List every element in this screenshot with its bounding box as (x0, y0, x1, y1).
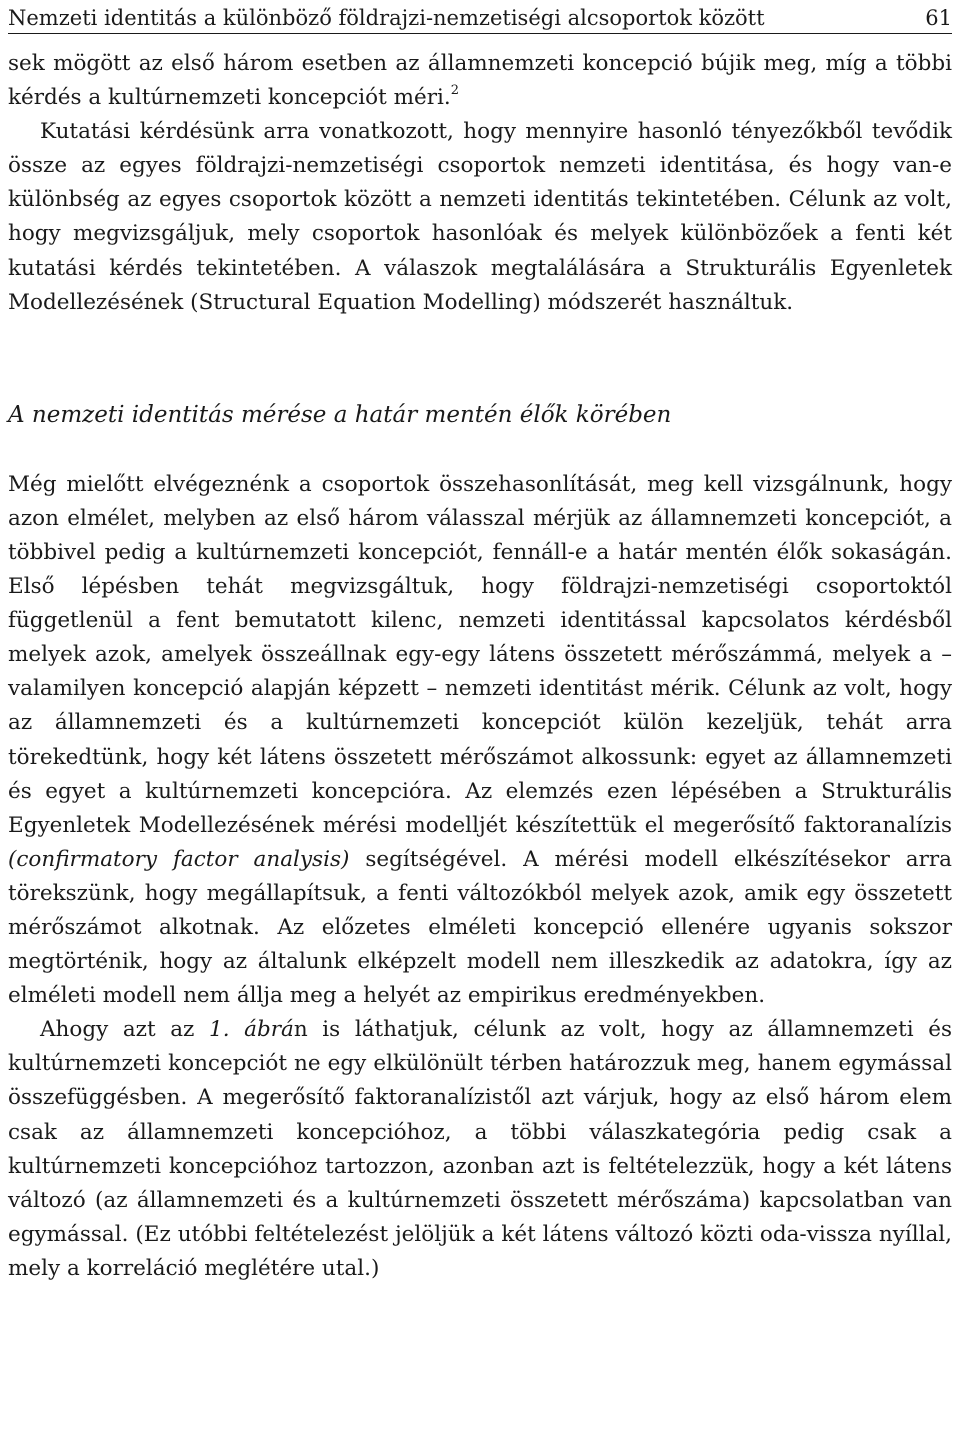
footnote-marker[interactable]: 2 (450, 83, 459, 99)
section-p1-text-b: segítségével. A mérési modell elkészítésekor arra törekszünk, hogy megállapítsuk, a fenti változókból melyek azok, amik egy összetett mérőszámot alkotnak. Az előzetes elméleti koncepció ellenére ugyanis sokszor megtörténik, hogy az általunk elképzelt modell nem illeszkedik az adatokra, így az elméleti modell nem állja meg a helyét az empirikus eredményekben. (8, 846, 952, 1009)
section-p1-text-a: Még mielőtt elvégeznénk a csoportok összehasonlítását, meg kell vizsgálnunk, hogy azon elmélet, melyben az első három válasszal mérjük az államnemzeti koncepciót, a többivel pedig a kultúrnemzeti koncepciót, fennáll-e a határ mentén élők sokaságán. Első lépésben tehát megvizsgáltuk, hogy földrajzi-nemzetiségi csoportoktól függetlenül a fent bemutatott kilenc, nemzeti identitással kapcsolatos kérdésből melyek azok, amelyek összeállnak egy-egy látens összetett mérőszámmá, melyek a – valamilyen koncepció alapján képzett – nemzeti identitást mérik. Célunk az volt, hogy az államnemzeti és a kultúrnemzeti koncepciót külön kezeljük, tehát arra törekedtünk, hogy két látens összetett mérőszámot alkossunk: egyet az államnemzeti és egyet a kultúrnemzeti koncepcióra. Az elemzés ezen lépésében a Strukturális Egyenletek Modellezésének mérési modelljét készítettük el megerősítő faktoranalízis (8, 471, 952, 838)
document-page (8, 0, 952, 1286)
section-body (8, 468, 952, 1286)
section-heading: A nemzeti identitás mérése a határ mentén élők körében (8, 401, 672, 428)
section-paragraph-1 (8, 468, 952, 1014)
section-p2-prefix: Ahogy azt az (40, 1017, 195, 1043)
section-p1-italic: (confirmatory factor analysis) (8, 846, 350, 872)
page-number: 61 (925, 6, 952, 30)
figure-reference[interactable]: 1. ábrá (209, 1017, 294, 1043)
intro-paragraph-2: Kutatási kérdésünk arra vonatkozott, hogy mennyire hasonló tényezőkből tevődik össze az egyes földrajzi-nemzetiségi csoportok nemzeti identitása, és hogy van-e különbség az egyes csoportok között a nemzeti identitás tekintetében. Célunk az volt, hogy megvizsgáljuk, mely csoportok hasonlóak és melyek különbözőek a fenti két kutatási kérdés tekintetében. A válaszok megtalálására a Strukturális Egyenletek Modellezésének (Structural Equation Modelling) módszerét használtuk. (8, 119, 952, 315)
running-header (8, 0, 952, 34)
section-p2-text: n is láthatjuk, célunk az volt, hogy az államnemzeti és kultúrnemzeti koncepciót ne egy elkülönült térben határozzuk meg, hanem egymással összefüggésben. A megerősítő faktoranalízistől azt várjuk, hogy az első három elem csak az államnemzeti koncepcióhoz, a többi válaszkategória pedig csak a kultúrnemzeti koncepcióhoz tartozzon, azonban azt is feltételezzük, hogy a két látens változó (az államnemzeti és a kultúrnemzeti összetett mérőszáma) kapcsolatban van egymással. (Ez utóbbi feltételezést jelöljük a két látens változó közti oda-vissza nyíllal, mely a korreláció meglétére utal.) (8, 1017, 952, 1281)
intro-paragraph-1 (8, 47, 952, 115)
running-title: Nemzeti identitás a különböző földrajzi-nemzetiségi alcsoportok között (8, 6, 765, 30)
section-paragraph-2 (8, 1013, 952, 1286)
intro-text: sek mögött az első három esetben az államnemzeti koncepció bújik meg, míg a többi kérdés a kultúrnemzeti koncepciót méri. (8, 51, 952, 111)
